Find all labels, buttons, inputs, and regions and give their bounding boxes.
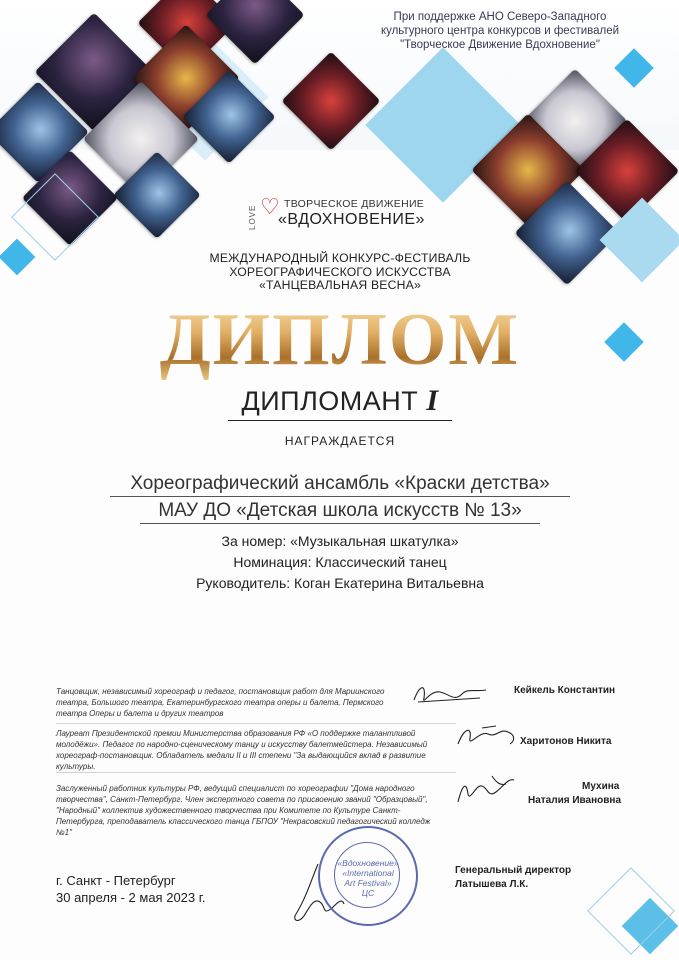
- decor-diamond: [604, 322, 644, 362]
- stamp-line: «Вдохновение»: [337, 858, 399, 868]
- sponsor-line: культурного центра конкурсов и фестивалей: [380, 25, 620, 37]
- recipient: [60, 470, 620, 524]
- juror-name: Харитонов Никита: [520, 736, 612, 747]
- stamp-text: [320, 858, 416, 898]
- contest-line: ХОРЕОГРАФИЧЕСКОГО ИСКУССТВА: [229, 264, 451, 279]
- director-block: [455, 864, 571, 892]
- sponsor-line: "Творческое Движение Вдохновение": [400, 39, 600, 51]
- juror-name: Мухина: [582, 781, 620, 792]
- juror-signature: [452, 772, 526, 808]
- festival-logo: [248, 196, 448, 236]
- performance-name: За номер: «Музыкальная шкатулка»: [221, 533, 459, 549]
- recipient-name: Хореографический ансамбль «Краски детства»: [130, 473, 550, 494]
- logo-love-text: LOVE: [248, 204, 257, 230]
- degree: [200, 384, 480, 418]
- stamp-line: ЦС: [361, 888, 375, 898]
- juror-name: Кейкель Константин: [514, 685, 616, 696]
- decor-diamond: [600, 198, 679, 283]
- contest-title: [120, 252, 560, 293]
- decor-diamond: [0, 239, 35, 276]
- awarded-label: НАГРАЖДАЕТСЯ: [284, 434, 396, 448]
- director-title: Генеральный директор: [455, 865, 572, 876]
- heart-icon: ♡: [260, 194, 280, 219]
- organization-stamp: [318, 826, 418, 926]
- contest-line: МЕЖДУНАРОДНЫЙ КОНКУРС-ФЕСТИВАЛЬ: [209, 251, 471, 265]
- juror-bio: Танцовщик, независимый хореограф и педагог, постановщик работ для Мариинского театра, Большого театра, Екатеринбургского театра оперы и балета, Пермского театра Оперы и балета и других театров: [56, 687, 385, 718]
- leader: Руководитель: Коган Екатерина Витальевна: [196, 575, 484, 591]
- degree-underline: [228, 420, 452, 421]
- recipient-institution: МАУ ДО «Детская школа искусств № 13»: [158, 500, 522, 521]
- contest-line: «ТАНЦЕВАЛЬНАЯ ВЕСНА»: [259, 278, 421, 292]
- recipient-underline: [140, 523, 540, 524]
- sponsor-line: При поддержке АНО Северо-Западного: [393, 11, 607, 23]
- director-name: Латышева Л.К.: [455, 879, 529, 890]
- divider: [56, 723, 456, 724]
- juror-signature: [410, 680, 490, 710]
- sponsor-note: [350, 10, 650, 52]
- stamp-line: «International: [342, 868, 394, 878]
- juror-bio: Лауреат Президентской премии Министерства образования РФ «О поддержке талантливой молодёжи». Педагог по народно-сценическому танцу и искусству балетмейстера. Независимый хореограф-постановщик. Обладатель медали II и III степени "За выдающийся вклад в развитие культуры.: [56, 729, 428, 771]
- issue-city: г. Санкт - Петербург: [56, 873, 176, 888]
- issue-dates: 30 апреля - 2 мая 2023 г.: [56, 890, 206, 905]
- logo-name: «ВДОХНОВЕНИЕ»: [278, 211, 425, 228]
- diploma-title: ДИПЛОМ: [150, 298, 530, 383]
- degree-label: ДИПЛОМАНТ: [241, 386, 419, 416]
- juror-name: Наталия Ивановна: [528, 795, 622, 806]
- recipient-underline: [110, 496, 570, 497]
- juror-bio: Заслуженный работник культуры РФ, ведущий специалист по хореографии "Дома народного творчества", Санкт-Петербург. Член экспертного совета по присвоению званий "Образцовый", "Народный" коллектив художественного творчества при Комитете по Культуре Санкт-Петербурга, преподаватель классического танца ГБПОУ "Некрасовский педагогический колледж №1": [56, 784, 431, 837]
- degree-number: I: [426, 384, 439, 417]
- issue-place-date: [56, 872, 206, 906]
- juror-signature: [452, 722, 522, 752]
- stamp-line: Art Festival»: [344, 878, 392, 888]
- nomination: Номинация: Классический танец: [233, 554, 447, 570]
- divider: [56, 772, 456, 773]
- logo-subtitle: ТВОРЧЕСКОЕ ДВИЖЕНИЕ: [284, 198, 425, 210]
- award-details: [140, 531, 540, 594]
